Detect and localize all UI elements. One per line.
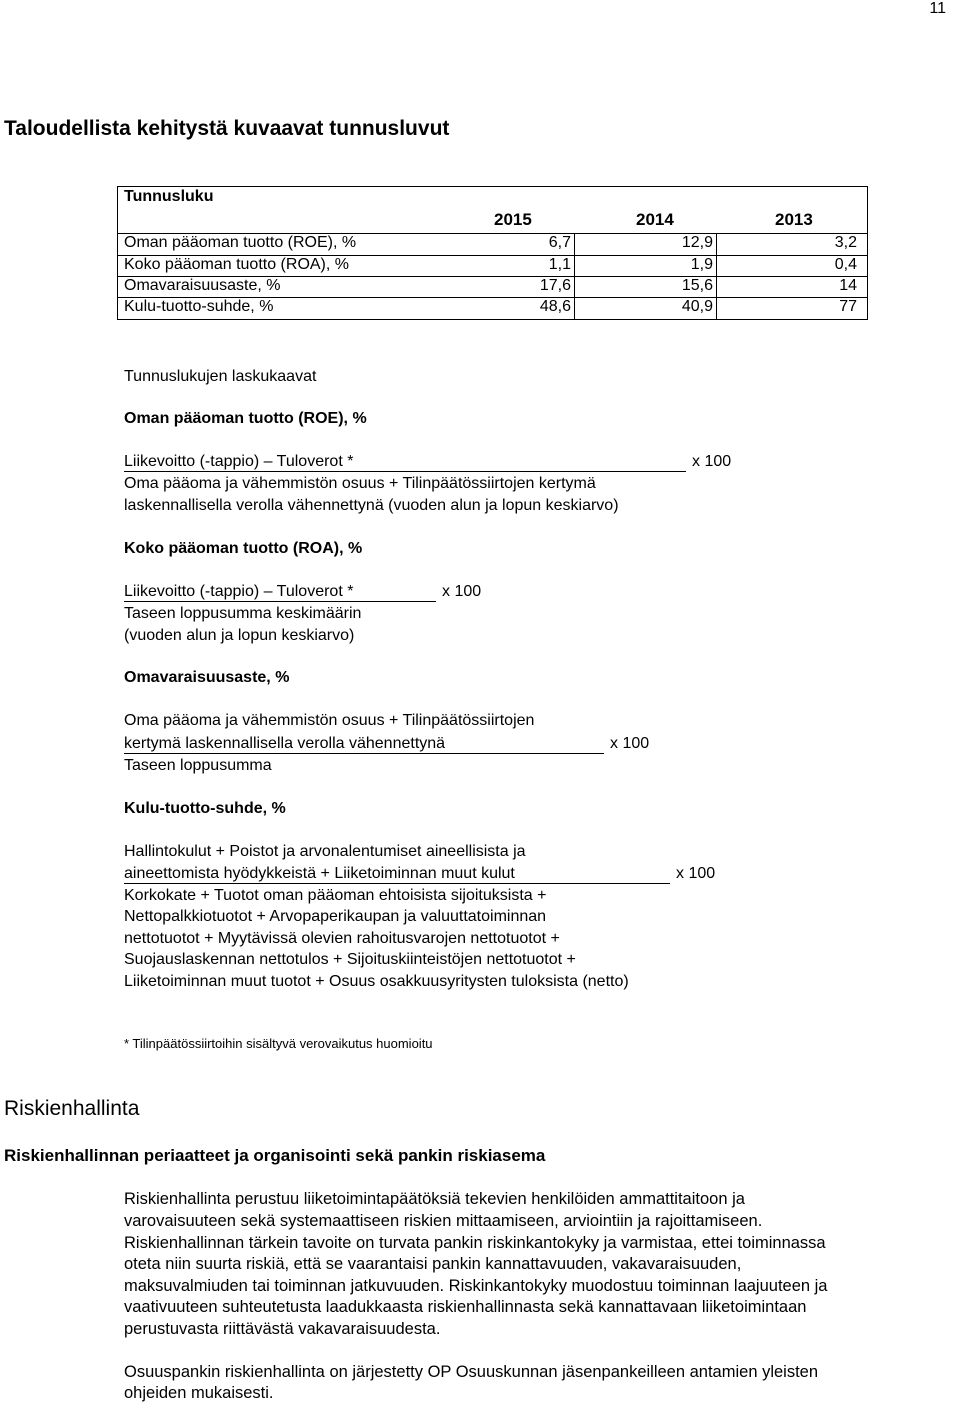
fraction-line (124, 753, 604, 754)
roa-denominator-line: Taseen loppusumma keskimäärin (124, 605, 362, 622)
cost-income-numerator-line: aineettomista hyödykkeistä + Liiketoiminnan muut kulut (124, 865, 515, 882)
paragraph-line: oteta niin suurta riskiä, että se vaarantaisi pankin kannattavuuden, vakavaraisuuden, (124, 1255, 742, 1273)
footnote: * Tilinpäätössiirtoihin sisältyvä verovaikutus huomioitu (124, 1036, 433, 1051)
equity-ratio-multiplier: x 100 (610, 735, 650, 752)
table-cell: 17,6 (539, 277, 571, 294)
paragraph-line: Osuuspankin riskienhallinta on järjestetty OP Osuuskunnan jäsenpankeilleen antamien yleisten (124, 1363, 819, 1381)
year-header: 2014 (636, 210, 674, 229)
paragraph-line: maksuvalmiuden tai toiminnan jatkuvuuden. Riskinkantokyky muodostuu toiminnan laajuuteen ja (124, 1277, 828, 1295)
fraction-line (124, 601, 436, 602)
cost-income-denominator-line: Liiketoiminnan muut tuotot + Osuus osakkuusyritysten tuloksista (netto) (124, 973, 629, 990)
roa-formula-title: Koko pääoman tuotto (ROA), % (124, 540, 363, 557)
page-number: 11 (929, 0, 946, 17)
row-label: Kulu-tuotto-suhde, % (124, 298, 274, 315)
table-cell: 40,9 (681, 298, 713, 315)
row-label: Oman pääoman tuotto (ROE), % (124, 234, 357, 251)
equity-ratio-numerator-line: kertymä laskennallisella verolla vähennettynä (124, 735, 446, 752)
table-cell: 14 (839, 277, 857, 294)
cost-income-denominator-line: Korkokate + Tuotot oman pääoman ehtoisista sijoituksista + (124, 887, 547, 904)
cost-income-denominator-line: Nettopalkkiotuotot + Arvopaperikaupan ja valuuttatoiminnan (124, 908, 547, 925)
table-cell: 6,7 (548, 234, 571, 251)
paragraph-line: ohjeiden mukaisesti. (124, 1384, 274, 1402)
equity-ratio-numerator-line: Oma pääoma ja vähemmistön osuus + Tilinpäätössiirtojen (124, 712, 535, 729)
table-cell: 0,4 (834, 256, 857, 273)
page-title: Taloudellista kehitystä kuvaavat tunnusluvut (4, 117, 450, 140)
formulas-heading: Tunnuslukujen laskukaavat (124, 368, 317, 385)
table-header-label: Tunnusluku (124, 188, 214, 205)
paragraph-line: varovaisuuteen sekä systemaattiseen riskien mittaamiseen, arviointiin ja rajoittamiseen. (124, 1212, 763, 1230)
section-heading: Riskienhallinta (4, 1097, 140, 1120)
paragraph-line: Riskienhallinnan tärkein tavoite on turvata pankin riskinkantokyky ja varmistaa, ettei toiminnassa (124, 1234, 826, 1252)
row-label: Omavaraisuusaste, % (124, 277, 281, 294)
section-subheading: Riskienhallinnan periaatteet ja organisointi sekä pankin riskiasema (4, 1146, 546, 1165)
table-cell: 48,6 (539, 298, 571, 315)
fraction-line (124, 471, 686, 472)
cost-income-numerator-line: Hallintokulut + Poistot ja arvonalentumiset aineellisista ja (124, 843, 526, 860)
cost-income-formula-title: Kulu-tuotto-suhde, % (124, 800, 286, 817)
fraction-line (124, 883, 670, 884)
equity-ratio-formula-title: Omavaraisuusaste, % (124, 669, 290, 686)
roe-multiplier: x 100 (692, 453, 732, 470)
cost-income-denominator-line: Suojauslaskennan nettotulos + Sijoituskiinteistöjen nettotuotot + (124, 951, 576, 968)
roa-multiplier: x 100 (442, 583, 482, 600)
table-cell: 1,1 (548, 256, 571, 273)
roa-denominator-line: (vuoden alun ja lopun keskiarvo) (124, 627, 355, 644)
paragraph-line: Riskienhallinta perustuu liiketoimintapäätöksiä tekevien henkilöiden ammattitaitoon ja (124, 1190, 745, 1208)
year-header: 2015 (494, 210, 532, 229)
ratios-table (117, 186, 868, 320)
table-cell: 15,6 (681, 277, 713, 294)
table-cell: 77 (839, 298, 857, 315)
year-header: 2013 (775, 210, 813, 229)
cost-income-multiplier: x 100 (676, 865, 716, 882)
table-cell: 12,9 (681, 234, 713, 251)
roe-denominator-line: Oma pääoma ja vähemmistön osuus + Tilinpäätössiirtojen kertymä (124, 475, 596, 492)
cost-income-denominator-line: nettotuotot + Myytävissä olevien rahoitusvarojen nettotuotot + (124, 930, 560, 947)
roe-formula-title: Oman pääoman tuotto (ROE), % (124, 410, 367, 427)
paragraph-line: perustuvasta riittävästä vakavaraisuudesta. (124, 1320, 441, 1338)
roa-numerator: Liikevoitto (-tappio) – Tuloverot * (124, 583, 354, 600)
roe-denominator-line: laskennallisella verolla vähennettynä (vuoden alun ja lopun keskiarvo) (124, 497, 619, 514)
roe-numerator: Liikevoitto (-tappio) – Tuloverot * (124, 453, 354, 470)
row-label: Koko pääoman tuotto (ROA), % (124, 256, 349, 273)
paragraph-line: vaativuuteen suhteutetusta laadukkaasta riskienhallinnasta sekä kannattavaan liiketoimintaan (124, 1298, 807, 1316)
table-cell: 1,9 (690, 256, 713, 273)
equity-ratio-denominator: Taseen loppusumma (124, 757, 272, 774)
table-cell: 3,2 (834, 234, 857, 251)
